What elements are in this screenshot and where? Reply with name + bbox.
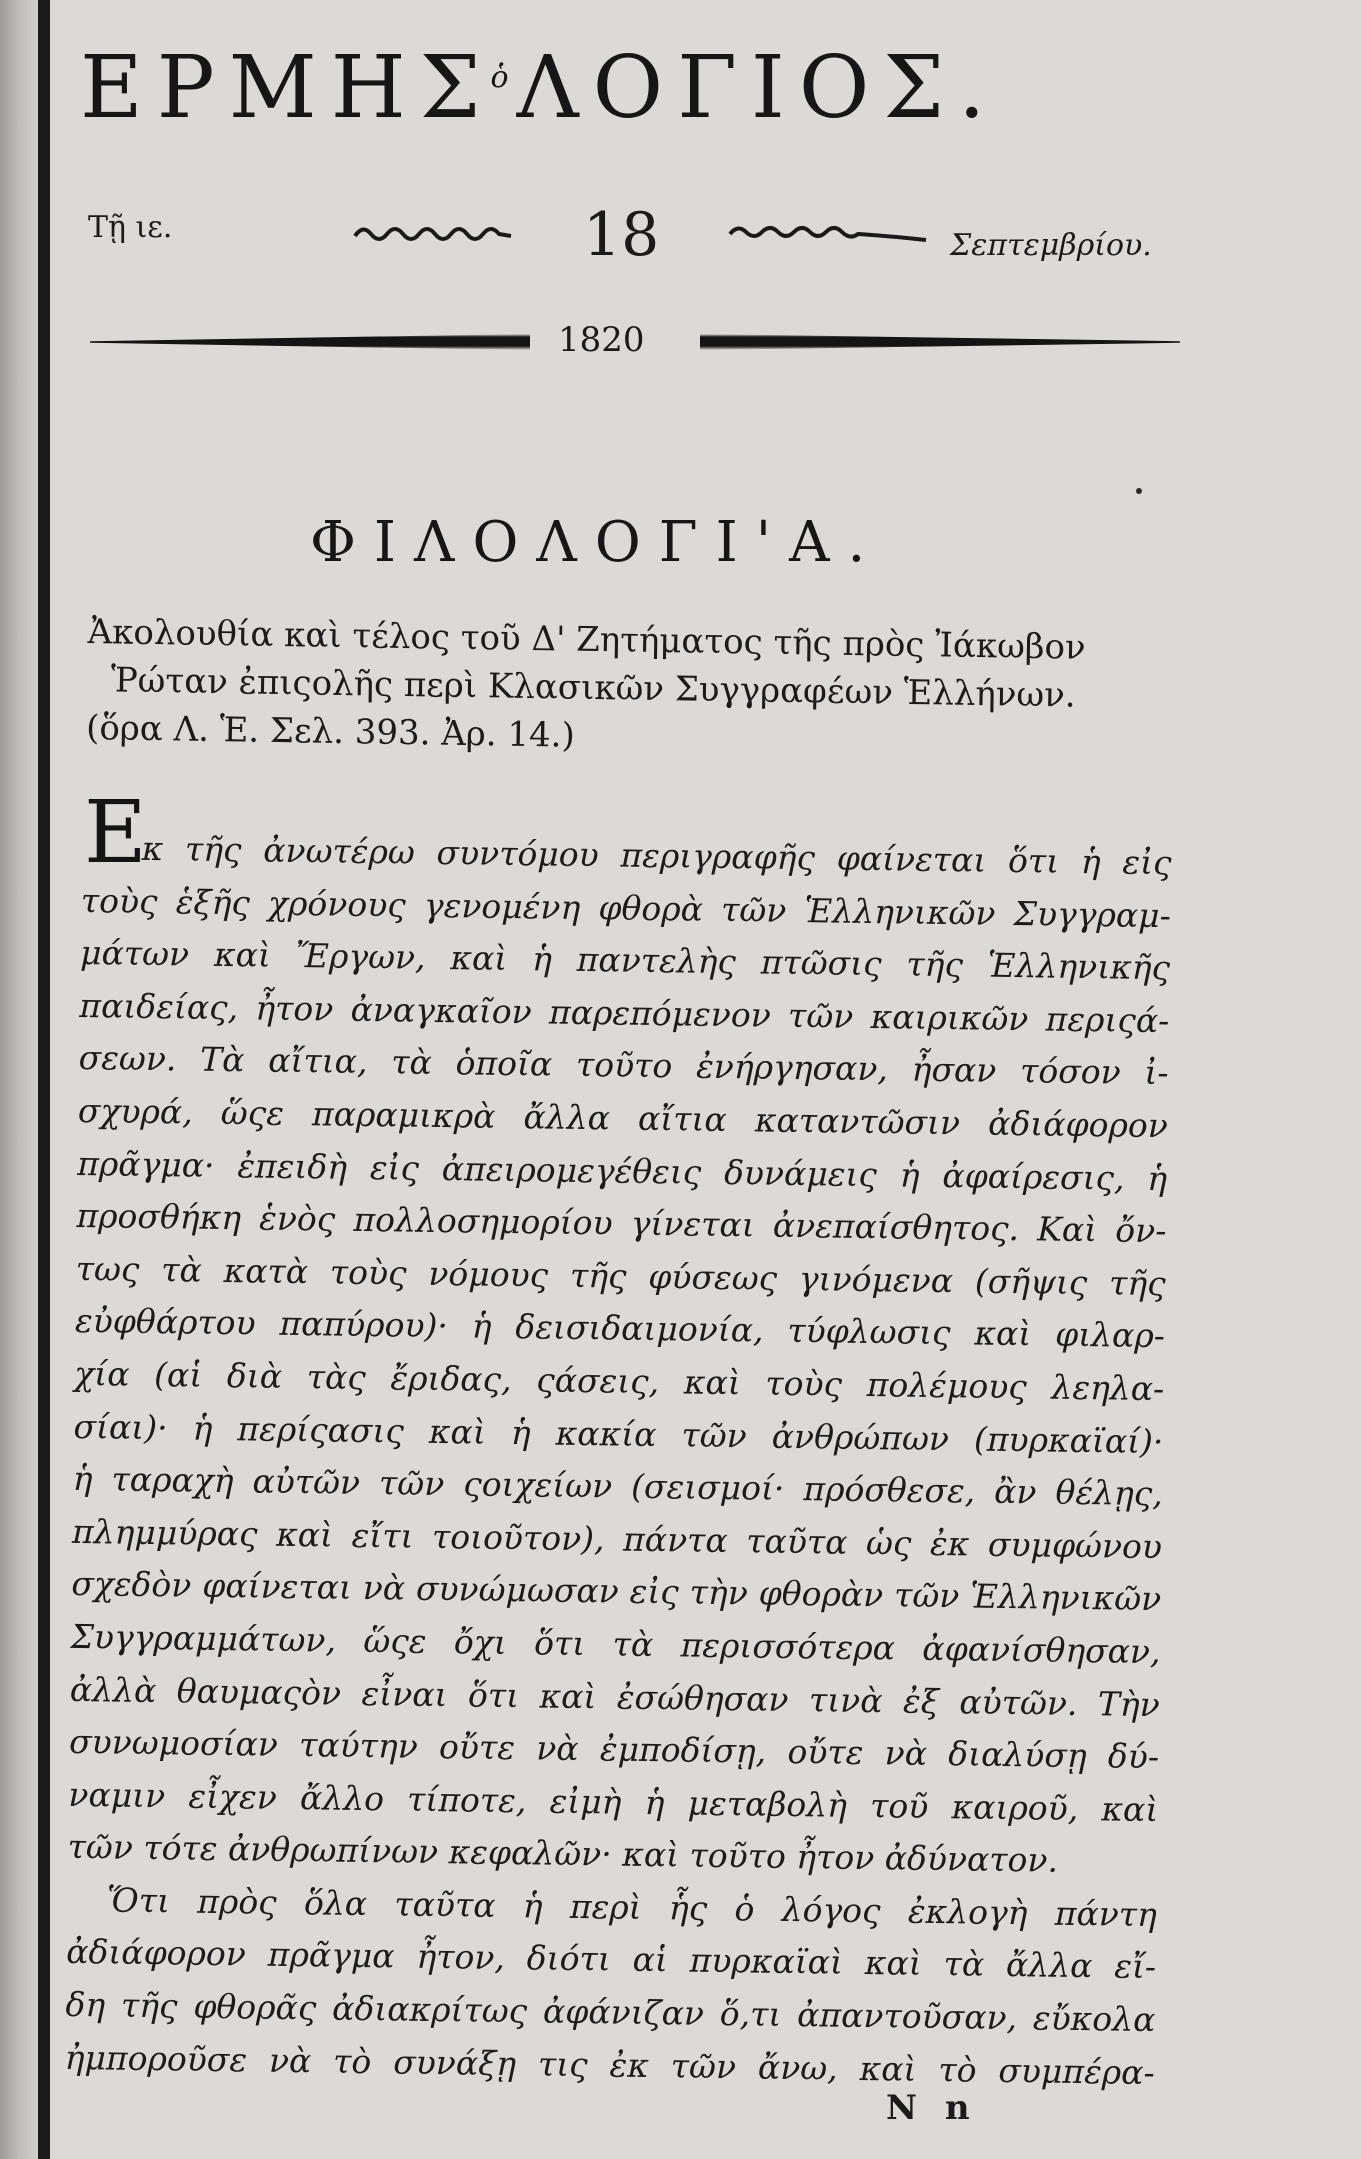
intro-line: Ῥώταν ἐπιςολῆς περὶ Κλασικῶν Συγγραφέων Ἑλλήνων. [110, 660, 1076, 716]
body-line: ἀλλὰ θαυμαςὸν εἶναι ὅτι καὶ ἐσώθησαν τινὰ ἐξ αὐτῶν. Τὴν [69, 1669, 1161, 1724]
body-line: εὐφθάρτου παπύρου)· ἡ δεισιδαιμονία, τύφλωσις καὶ φιλαρ- [74, 1301, 1166, 1356]
body-line: μάτων καὶ Ἔργων, καὶ ἡ παντελὴς πτῶσις τῆς Ἑλληνικῆς [79, 933, 1171, 988]
dateline [88, 200, 1188, 280]
body-line: σχεδὸν φαίνεται νὰ συνώμωσαν εἰς τὴν φθορὰν τῶν Ἑλληνικῶν [71, 1564, 1162, 1619]
body-line: τῶν τότε ἀνθρωπίνων κεφαλῶν· καὶ τοῦτο ἦτον ἀδύνατον. [67, 1827, 1059, 1881]
body-line: ναμιν εἶχεν ἄλλο τίποτε, εἰμὴ ἡ μεταβολὴ τοῦ καιροῦ, καὶ [68, 1774, 1159, 1829]
masthead [80, 38, 1200, 148]
body-line: ἡ ταραχὴ αὐτῶν τῶν ςοιχείων (σεισμοί· πρόσθεσε, ἂν θέλῃς, [72, 1459, 1163, 1514]
section-title: ΦΙΛΟΛΟΓΙ'Α. [310, 510, 884, 575]
drop-cap: Ε [84, 783, 147, 883]
body-line: ἀδιάφορον πρᾶγμα ἦτον, διότι αἱ πυρκαϊαὶ καὶ τὰ ἄλλα εἴ- [65, 1932, 1157, 1987]
rule-bar-right [700, 334, 1180, 350]
year: 1820 [558, 320, 645, 360]
body-line: σεων. Τὰ αἴτια, τὰ ὁποῖα τοῦτο ἐνήργησαν, ἦσαν τόσον ἰ- [78, 1038, 1169, 1093]
body-line: πλημμύρας καὶ εἴτι τοιοῦτον), πάντα ταῦτα ὡς ἐκ συμφώνου [71, 1511, 1163, 1566]
body-line: χία (αἱ διὰ τὰς ἔριδας, ςάσεις, καὶ τοὺς πολέμους λεηλα- [74, 1353, 1165, 1409]
body-line: συνωμοσίαν ταύτην οὔτε νὰ ἐμποδίσῃ, οὔτε νὰ διαλύσῃ δύ- [68, 1722, 1160, 1777]
body-line: πρᾶγμα· ἐπειδὴ εἰς ἀπειρομεγέθεις δυνάμεις ἡ ἀφαίρεσις, ἡ [76, 1143, 1168, 1198]
page-binding-shadow [0, 0, 42, 2159]
masthead-title-part1: ΕΡΜΗΣ [80, 38, 495, 138]
ornament-squiggle-left [353, 222, 513, 242]
body-line: σίαι)· ἡ περίςασις καὶ ἡ κακία τῶν ἀνθρώπων (πυρκαϊαί)· [73, 1406, 1164, 1461]
issue-number: 18 [583, 200, 660, 270]
ornament-squiggle-right [728, 222, 928, 242]
intro-line: (ὅρα Λ. Ἑ. Σελ. 393. Ἀρ. 14.) [85, 707, 576, 756]
ink-speck [1136, 488, 1142, 494]
body-line: Ὅτι πρὸς ὅλα ταῦτα ἡ περὶ ἧς ὁ λόγος ἐκλογὴ πάντη [106, 1880, 1158, 1934]
body-line: Συγγραμμάτων, ὥςε ὄχι ὅτι τὰ περισσότερα ἀφανίσθησαν, [70, 1616, 1161, 1672]
article-intro [86, 608, 1198, 769]
body-text [64, 822, 1172, 2099]
body-line: τως τὰ κατὰ τοὺς νόμους τῆς φύσεως γινόμενα (σῆψις τῆς [75, 1248, 1166, 1303]
masthead-article: ὁ [490, 60, 509, 95]
signature-mark: N n [886, 2088, 978, 2128]
spine-edge [38, 0, 50, 2159]
year-rule [90, 320, 1180, 370]
masthead-title-part2: ΛΟΓΙΟΣ. [516, 38, 1000, 138]
body-line: παιδείας, ἦτον ἀναγκαῖον παρεπόμενον τῶν καιρικῶν περιςά- [79, 985, 1170, 1040]
body-line: δη τῆς φθορᾶς ἀδιακρίτως ἀφάνιζαν ὅ,τι ἀπαντοῦσαν, εὔκολα [65, 1984, 1156, 2040]
dateline-month: Σεπτεμβρίου. [950, 228, 1152, 263]
rule-bar-left [90, 334, 530, 350]
body-line: τοὺς ἑξῆς χρόνους γενομένη φθορὰ τῶν Ἑλληνικῶν Συγγραμ- [80, 880, 1172, 935]
intro-line: Ἀκολουθία καὶ τέλος τοῦ Δ' Ζητήματος τῆς πρὸς Ἰάκωβον [87, 611, 1086, 668]
body-line: σχυρά, ὥςε παραμικρὰ ἄλλα αἴτια καταντῶσιν ἀδιάφορον [77, 1090, 1169, 1146]
dateline-day: Τῇ ιε. [88, 210, 173, 245]
body-line: ἠμποροῦσε νὰ τὸ συνάξῃ τις ἐκ τῶν ἄνω, καὶ τὸ συμπέρα- [64, 2037, 1155, 2092]
body-line: κ τῆς ἀνωτέρω συντόμου περιγραφῆς φαίνεται ὅτι ἡ εἰς [141, 828, 1172, 883]
body-line: προσθήκη ἑνὸς πολλοσημορίου γίνεται ἀνεπαίσθητος. Καὶ ὄν- [76, 1196, 1167, 1251]
